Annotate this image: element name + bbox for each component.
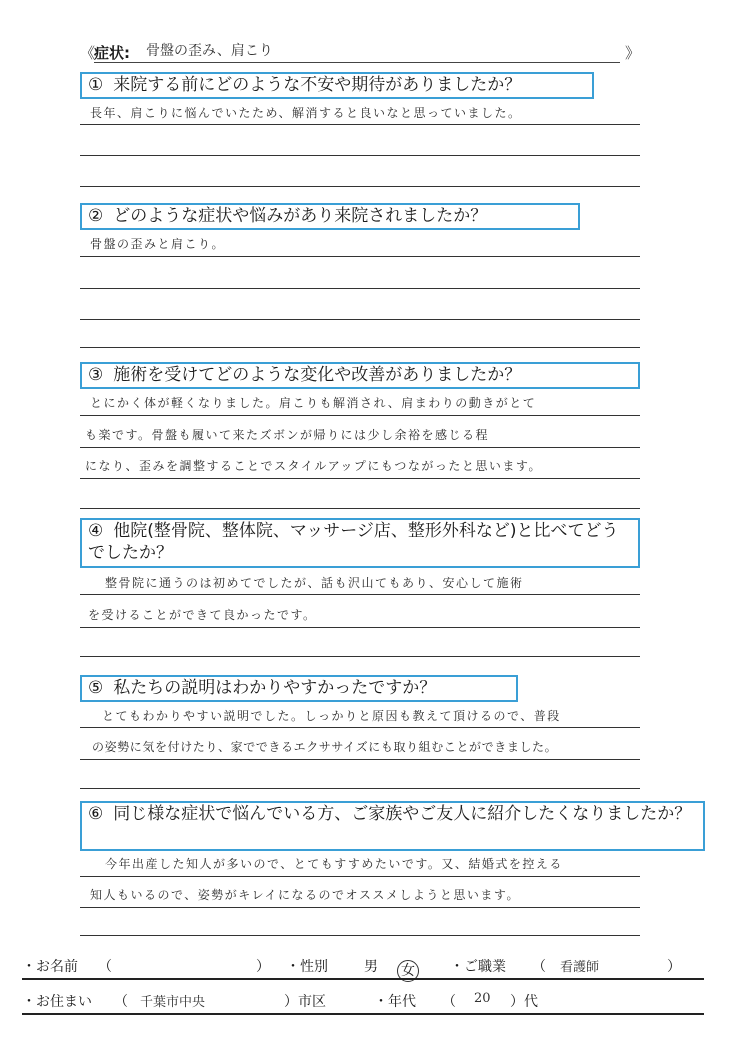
job-close-paren: ） [667,959,681,975]
question-text: 他院(整骨院、整体院、マッサージ店、整形外科など)と比べてどうでしたか？ [88,521,619,563]
question-section-1 [80,72,640,197]
answer-rule [80,907,640,908]
answer-rule [80,186,640,187]
question-number: ① [88,75,104,95]
question-section-2 [80,203,640,353]
question-number: ② [88,206,104,226]
address-close-paren: ）市区 [284,994,326,1010]
question-text: 来院する前にどのような不安や期待がありましたか？ [113,75,522,95]
answer-line: 骨盤の歪みと肩こり。 [90,237,226,251]
symptom-underline [94,62,620,63]
address-open-paren: （ [114,994,128,1010]
answer-rule [80,759,640,760]
question-number: ④ [88,521,104,541]
symptom-close-bracket: 》 [624,44,640,62]
question-text: どのような症状や悩みがあり来院されましたか？ [113,206,488,226]
answer-line: とてもわかりやすい説明でした。しっかりと原因も教えて頂けるので、普段 [102,709,561,723]
answer-rule [80,155,640,156]
age-close-paren: ）代 [510,994,538,1010]
question-section-3 [80,362,640,512]
answer-rule [80,727,640,728]
answer-rule [80,319,640,320]
question-text: 私たちの説明はわかりやすかったですか？ [113,678,437,698]
answer-rule [80,124,640,125]
answer-rule [80,594,640,595]
answer-line: も楽です。骨盤も履いて来たズボンが帰りには少し余裕を感じる程 [85,428,490,442]
footer-row-address [22,985,704,1015]
name-open-paren: （ [98,959,112,975]
question-text: 同じ様な症状で悩んでいる方、ご家族やご友人に紹介したくなりましたか？ [113,804,692,824]
age-open-paren: （ [442,994,456,1010]
answer-rule [80,876,640,877]
symptom-open-bracket: 《 [80,44,96,62]
question-number: ⑥ [88,804,104,824]
answer-rule [80,256,640,257]
answer-rule [80,508,640,509]
answer-line: 長年、肩こりに悩んでいたため、解消すると良いなと思っていました。 [90,106,522,120]
symptom-header [80,38,640,66]
answer-rule [80,288,640,289]
answer-rule [80,788,640,789]
gender-female: 女 [397,960,419,982]
gender-label: ・性別 [286,959,328,975]
question-box-1 [80,72,594,99]
age-value: 20 [474,991,491,1006]
question-number: ⑤ [88,678,104,698]
answer-rule [80,627,640,628]
footer-rule [22,978,704,980]
job-open-paren: （ [532,959,546,975]
answer-line: 整骨院に通うのは初めてでしたが、話も沢山てもあり、安心して施術 [105,576,524,590]
answer-rule [80,478,640,479]
answer-rule [80,656,640,657]
question-number: ③ [88,365,104,385]
question-box-4 [80,518,640,568]
answer-rule [80,415,640,416]
job-label: ・ご職業 [450,959,506,975]
gender-male: 男 [364,959,378,975]
question-section-6 [80,801,692,941]
question-section-4 [80,518,640,658]
answer-rule [80,447,640,448]
question-section-5 [80,675,640,790]
address-label: ・お住まい [22,994,92,1010]
answer-line: になり、歪みを調整することでスタイルアップにもつながったと思います。 [85,459,542,473]
question-box-3 [80,362,640,389]
question-box-2 [80,203,580,230]
footer-row-name [22,950,704,980]
answer-line: を受けることができて良かったです。 [88,608,317,622]
job-value: 看護師 [560,960,600,975]
answer-rule [80,935,640,936]
answer-line: 知人もいるので、姿勢がキレイになるのでオススメしようと思います。 [90,888,520,902]
address-value: 千葉市中央 [140,995,206,1010]
symptom-label: 症状: [94,44,130,62]
question-box-6 [80,801,705,851]
name-label: ・お名前 [22,959,78,975]
footer-rule [22,1013,704,1015]
question-text: 施術を受けてどのような変化や改善がありましたか？ [113,365,522,385]
question-box-5 [80,675,518,702]
name-close-paren: ） [256,959,270,975]
answer-line: とにかく体が軽くなりました。肩こりも解消され、肩まわりの動きがとて [90,396,537,410]
answer-rule [80,347,640,348]
answer-line: 今年出産した知人が多いので、とてもすすめたいです。又、結婚式を控える [105,857,563,871]
answer-line: の姿勢に気を付けたり、家でできるエクササイズにも取り組むことができました。 [92,740,558,754]
symptom-answer: 骨盤の歪み、肩こり [146,43,273,59]
age-label: ・年代 [374,994,416,1010]
